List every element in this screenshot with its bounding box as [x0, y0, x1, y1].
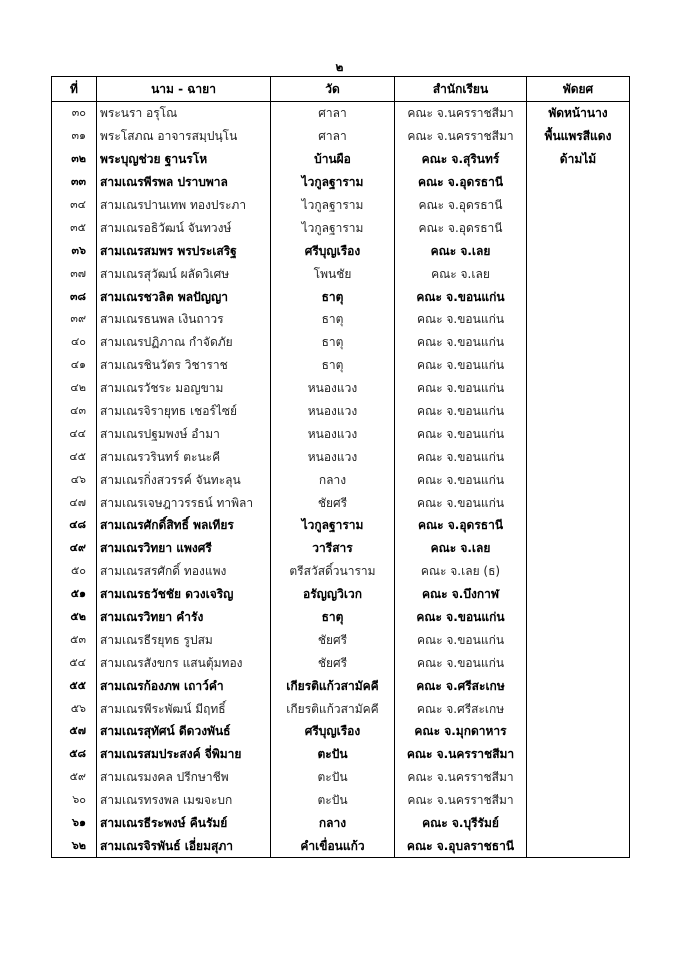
row-school: คณะ จ.นครราชสีมา: [395, 102, 527, 125]
row-sponsor: [527, 285, 630, 308]
row-school: คณะ จ.ขอนแก่น: [395, 628, 527, 651]
row-school: คณะ จ.เลย: [395, 239, 527, 262]
table-row: [52, 171, 630, 194]
row-sponsor: [527, 628, 630, 651]
row-sponsor: [527, 354, 630, 377]
table-row: [52, 262, 630, 285]
row-name: สามเณรปานเทพ ทองประภา: [97, 194, 271, 217]
row-number: ๔๖: [52, 468, 97, 491]
row-number: ๓๖: [52, 239, 97, 262]
row-sponsor: [527, 674, 630, 697]
table-row: [52, 812, 630, 835]
row-school: คณะ จ.นครราชสีมา: [395, 766, 527, 789]
table-row: [52, 331, 630, 354]
row-name: สามเณรอธิวัฒน์ จันทวงษ์: [97, 216, 271, 239]
header-sponsor: พัดยศ: [527, 77, 630, 102]
table-row: [52, 674, 630, 697]
row-temple: ชัยศรี: [271, 491, 395, 514]
table-row: [52, 468, 630, 491]
row-temple: หนองแวง: [271, 400, 395, 423]
row-sponsor: [527, 422, 630, 445]
row-number: ๔๑: [52, 354, 97, 377]
row-sponsor: [527, 216, 630, 239]
row-sponsor: [527, 697, 630, 720]
row-sponsor: [527, 445, 630, 468]
row-school: คณะ จ.ศรีสะเกษ: [395, 697, 527, 720]
row-number: ๕๗: [52, 720, 97, 743]
row-sponsor: [527, 720, 630, 743]
row-temple: ไวกูลฐาราม: [271, 514, 395, 537]
row-temple: ไวกูลฐาราม: [271, 171, 395, 194]
row-number: ๓๘: [52, 285, 97, 308]
row-temple: คำเขื่อนแก้ว: [271, 835, 395, 858]
row-number: ๓๒: [52, 148, 97, 171]
row-school: คณะ จ.ขอนแก่น: [395, 285, 527, 308]
header-no: ที่: [52, 77, 97, 102]
row-school: คณะ จ.เลย: [395, 537, 527, 560]
row-sponsor: [527, 743, 630, 766]
row-sponsor: [527, 766, 630, 789]
row-number: ๔๓: [52, 400, 97, 423]
row-number: ๖๐: [52, 789, 97, 812]
row-temple: ชัยศรี: [271, 628, 395, 651]
row-name: สามเณรสรศักดิ์ ทองแพง: [97, 560, 271, 583]
row-sponsor: ด้ามไม้: [527, 148, 630, 171]
row-sponsor: พื้นแพรสีแดง: [527, 125, 630, 148]
row-sponsor: [527, 812, 630, 835]
row-name: สามเณรกิ่งสวรรค์ จันทะลุน: [97, 468, 271, 491]
row-number: ๓๗: [52, 262, 97, 285]
row-school: คณะ จ.นครราชสีมา: [395, 743, 527, 766]
header-name: นาม - ฉายา: [97, 77, 271, 102]
row-temple: ศาลา: [271, 125, 395, 148]
table-row: [52, 194, 630, 217]
table-header-row: [52, 77, 630, 102]
row-temple: หนองแวง: [271, 377, 395, 400]
row-temple: ตะปัน: [271, 789, 395, 812]
row-name: สามเณรสมพร พรประเสริฐ: [97, 239, 271, 262]
table-body: [52, 102, 630, 858]
row-sponsor: พัดหน้านาง: [527, 102, 630, 125]
header-school: สำนักเรียน: [395, 77, 527, 102]
table-row: [52, 697, 630, 720]
row-school: คณะ จ.ขอนแก่น: [395, 468, 527, 491]
row-number: ๔๙: [52, 537, 97, 560]
row-number: ๓๐: [52, 102, 97, 125]
table-row: [52, 216, 630, 239]
row-sponsor: [527, 171, 630, 194]
row-number: ๔๒: [52, 377, 97, 400]
table-row: [52, 445, 630, 468]
row-number: ๖๑: [52, 812, 97, 835]
row-name: สามเณรธีรยุทธ รูปสม: [97, 628, 271, 651]
row-temple: อรัญญวิเวก: [271, 583, 395, 606]
student-table: [51, 76, 630, 858]
table-row: [52, 651, 630, 674]
row-sponsor: [527, 308, 630, 331]
row-number: ๖๒: [52, 835, 97, 858]
row-name: พระโสภณ อาจารสมฺปนฺโน: [97, 125, 271, 148]
row-name: สามเณรมงคล ปรีกษาชีพ: [97, 766, 271, 789]
row-school: คณะ จ.นครราชสีมา: [395, 789, 527, 812]
row-name: สามเณรวิทยา คำรัง: [97, 606, 271, 629]
row-number: ๔๘: [52, 514, 97, 537]
row-name: สามเณรธีระพงษ์ คืนรัมย์: [97, 812, 271, 835]
row-temple: ธาตุ: [271, 354, 395, 377]
row-school: คณะ จ.อุบลราชธานี: [395, 835, 527, 858]
row-temple: ธาตุ: [271, 331, 395, 354]
table-row: [52, 583, 630, 606]
row-temple: กลาง: [271, 812, 395, 835]
row-temple: ธาตุ: [271, 285, 395, 308]
row-temple: ตะปัน: [271, 766, 395, 789]
row-name: สามเณรสุวัฒน์ ผลัดวิเศษ: [97, 262, 271, 285]
row-school: คณะ จ.อุดรธานี: [395, 171, 527, 194]
row-number: ๔๔: [52, 422, 97, 445]
row-temple: ศรีบุญเรือง: [271, 720, 395, 743]
row-name: สามเณรทรงพล เมฆจะบก: [97, 789, 271, 812]
table-row: [52, 514, 630, 537]
row-school: คณะ จ.บึงกาฬ: [395, 583, 527, 606]
row-number: ๔๗: [52, 491, 97, 514]
row-name: สามเณรพีระพัฒน์ มีฤทธิ์: [97, 697, 271, 720]
row-number: ๕๘: [52, 743, 97, 766]
row-sponsor: [527, 262, 630, 285]
row-school: คณะ จ.อุดรธานี: [395, 216, 527, 239]
row-temple: หนองแวง: [271, 422, 395, 445]
row-school: คณะ จ.ขอนแก่น: [395, 400, 527, 423]
row-sponsor: [527, 835, 630, 858]
row-temple: เกียรติแก้วสามัคคี: [271, 674, 395, 697]
row-number: ๓๔: [52, 194, 97, 217]
row-sponsor: [527, 400, 630, 423]
row-number: ๓๑: [52, 125, 97, 148]
row-temple: ชัยศรี: [271, 651, 395, 674]
row-name: สามเณรพีรพล ปราบพาล: [97, 171, 271, 194]
table-row: [52, 377, 630, 400]
row-name: พระนรา อรุโณ: [97, 102, 271, 125]
row-temple: ไวกูลฐาราม: [271, 216, 395, 239]
row-school: คณะ จ.เลย: [395, 262, 527, 285]
row-name: สามเณรวัชระ มอญขาม: [97, 377, 271, 400]
row-school: คณะ จ.ขอนแก่น: [395, 308, 527, 331]
row-temple: ศาลา: [271, 102, 395, 125]
row-temple: เกียรติแก้วสามัคคี: [271, 697, 395, 720]
row-school: คณะ จ.ขอนแก่น: [395, 331, 527, 354]
row-school: คณะ จ.สุรินทร์: [395, 148, 527, 171]
row-name: สามเณรชวลิต พลปัญญา: [97, 285, 271, 308]
row-school: คณะ จ.มุกดาหาร: [395, 720, 527, 743]
row-number: ๕๓: [52, 628, 97, 651]
table-row: [52, 835, 630, 858]
table-row: [52, 560, 630, 583]
row-school: คณะ จ.ขอนแก่น: [395, 445, 527, 468]
row-school: คณะ จ.ขอนแก่น: [395, 651, 527, 674]
row-number: ๕๒: [52, 606, 97, 629]
row-temple: ตรีสวัสดิ์วนาราม: [271, 560, 395, 583]
row-school: คณะ จ.ศรีสะเกษ: [395, 674, 527, 697]
table-row: [52, 148, 630, 171]
row-sponsor: [527, 377, 630, 400]
row-name: สามเณรชินวัตร วิชาราช: [97, 354, 271, 377]
row-name: สามเณรศักดิ์สิทธิ์ พลเทียร: [97, 514, 271, 537]
header-temple: วัด: [271, 77, 395, 102]
row-name: สามเณรธวัชชัย ดวงเจริญ: [97, 583, 271, 606]
row-temple: โพนชัย: [271, 262, 395, 285]
row-name: สามเณรปฐมพงษ์ อำมา: [97, 422, 271, 445]
row-temple: วารีสาร: [271, 537, 395, 560]
table-row: [52, 354, 630, 377]
table-row: [52, 239, 630, 262]
row-sponsor: [527, 537, 630, 560]
row-school: คณะ จ.ขอนแก่น: [395, 422, 527, 445]
row-school: คณะ จ.บุรีรัมย์: [395, 812, 527, 835]
row-number: ๕๑: [52, 583, 97, 606]
table-row: [52, 308, 630, 331]
row-temple: ธาตุ: [271, 308, 395, 331]
table-row: [52, 102, 630, 125]
row-sponsor: [527, 491, 630, 514]
row-number: ๕๕: [52, 674, 97, 697]
row-name: สามเณรก้องภพ เถาว์คำ: [97, 674, 271, 697]
row-school: คณะ จ.เลย (ธ): [395, 560, 527, 583]
row-sponsor: [527, 514, 630, 537]
row-school: คณะ จ.ขอนแก่น: [395, 377, 527, 400]
table-row: [52, 125, 630, 148]
table-row: [52, 400, 630, 423]
row-school: คณะ จ.นครราชสีมา: [395, 125, 527, 148]
page-number: ๒: [335, 60, 344, 74]
table-row: [52, 422, 630, 445]
row-name: สามเณรสังขกร แสนตุ้มทอง: [97, 651, 271, 674]
row-temple: ศรีบุญเรือง: [271, 239, 395, 262]
row-school: คณะ จ.อุดรธานี: [395, 514, 527, 537]
table-row: [52, 766, 630, 789]
row-name: สามเณรวรินทร์ ตะนะคี: [97, 445, 271, 468]
row-name: สามเณรเจษฎาวรรธน์ ทาพิลา: [97, 491, 271, 514]
row-number: ๓๙: [52, 308, 97, 331]
row-school: คณะ จ.ขอนแก่น: [395, 354, 527, 377]
row-sponsor: [527, 468, 630, 491]
row-school: คณะ จ.ขอนแก่น: [395, 606, 527, 629]
row-temple: กลาง: [271, 468, 395, 491]
row-temple: บ้านผือ: [271, 148, 395, 171]
row-name: สามเณรปฏิภาณ กำจัดภัย: [97, 331, 271, 354]
table-row: [52, 285, 630, 308]
row-name: พระบุญช่วย ฐานรโห: [97, 148, 271, 171]
row-school: คณะ จ.ขอนแก่น: [395, 491, 527, 514]
row-sponsor: [527, 606, 630, 629]
row-sponsor: [527, 789, 630, 812]
table-row: [52, 606, 630, 629]
row-name: สามเณรจิรพันธ์ เอี่ยมสุภา: [97, 835, 271, 858]
row-number: ๔๐: [52, 331, 97, 354]
row-sponsor: [527, 331, 630, 354]
row-number: ๕๔: [52, 651, 97, 674]
table-row: [52, 720, 630, 743]
table-row: [52, 628, 630, 651]
row-temple: ไวกูลฐาราม: [271, 194, 395, 217]
table-row: [52, 491, 630, 514]
row-sponsor: [527, 560, 630, 583]
row-name: สามเณรวิทยา แพงศรี: [97, 537, 271, 560]
row-number: ๔๕: [52, 445, 97, 468]
table-row: [52, 789, 630, 812]
row-number: ๓๓: [52, 171, 97, 194]
row-temple: ตะปัน: [271, 743, 395, 766]
row-sponsor: [527, 651, 630, 674]
row-number: ๕๙: [52, 766, 97, 789]
row-sponsor: [527, 239, 630, 262]
row-temple: หนองแวง: [271, 445, 395, 468]
row-number: ๕๖: [52, 697, 97, 720]
row-name: สามเณรธนพล เงินถาวร: [97, 308, 271, 331]
row-school: คณะ จ.อุดรธานี: [395, 194, 527, 217]
row-name: สามเณรสุทัศน์ ดีดวงพันธ์: [97, 720, 271, 743]
row-sponsor: [527, 194, 630, 217]
row-sponsor: [527, 583, 630, 606]
table-row: [52, 537, 630, 560]
row-number: ๓๕: [52, 216, 97, 239]
table-row: [52, 743, 630, 766]
row-name: สามเณรสมประสงค์ จี่พิมาย: [97, 743, 271, 766]
row-temple: ธาตุ: [271, 606, 395, 629]
row-name: สามเณรจิรายุทธ เชอร์ไซย์: [97, 400, 271, 423]
row-number: ๕๐: [52, 560, 97, 583]
